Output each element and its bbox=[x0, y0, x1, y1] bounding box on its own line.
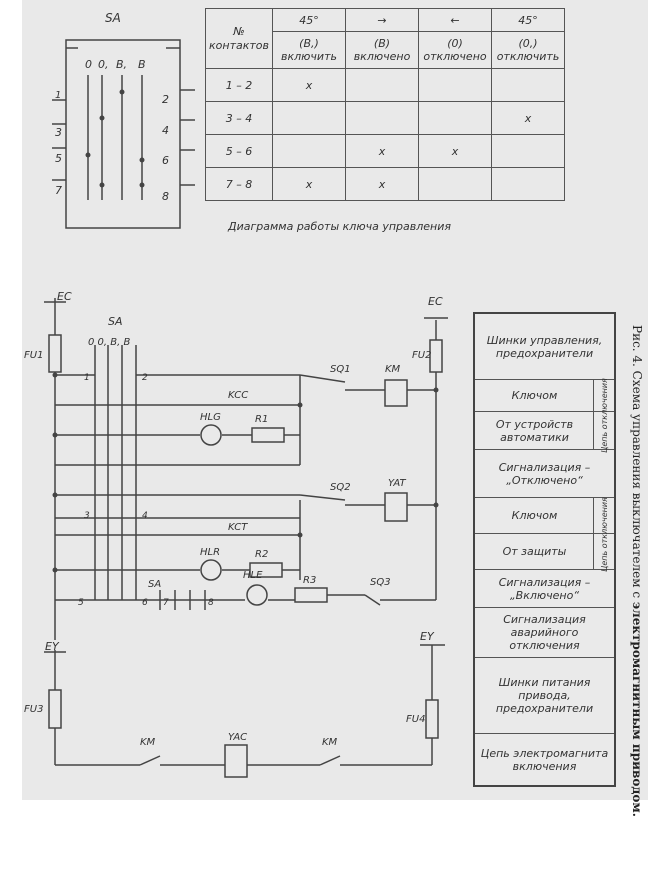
r3-resistor bbox=[295, 588, 327, 602]
sa-left-1: 1 bbox=[55, 90, 62, 101]
legend-side-label-2: Цепь отключения bbox=[593, 498, 614, 570]
sa-left-3: 3 bbox=[55, 126, 62, 139]
label-sq2: SQ2 bbox=[330, 482, 351, 493]
label-fu2: FU2 bbox=[412, 350, 432, 361]
legend-cell-signal-on: Сигнализация – „Включено“ bbox=[475, 570, 614, 608]
legend-cell-signal-off: Сигнализация – „Отключено“ bbox=[475, 450, 614, 498]
table-angle-2: → bbox=[346, 9, 419, 32]
label-sq1: SQ1 bbox=[330, 364, 351, 375]
legend-cell-drive-bus: Шинки питания привода, предохранители bbox=[475, 658, 614, 734]
label-ec-left: EC bbox=[57, 290, 72, 303]
sa-col-b: B bbox=[138, 58, 146, 71]
table-position-2: (B) включено bbox=[346, 32, 419, 69]
legend-cell-control-bus: Шинки управления, предохранители bbox=[475, 314, 614, 380]
fu4-fuse bbox=[426, 700, 438, 738]
label-km-left: KM bbox=[140, 737, 156, 748]
label-n4: 4 bbox=[142, 511, 148, 521]
table-position-1: (B,) включить bbox=[273, 32, 346, 69]
label-hle: HLE bbox=[243, 570, 263, 581]
sa-col-b1: B, bbox=[116, 58, 128, 71]
table-contacts: 3 – 4 bbox=[206, 102, 273, 135]
sa-left-7: 7 bbox=[55, 184, 62, 197]
yat-coil bbox=[385, 493, 407, 521]
r1-resistor bbox=[252, 428, 284, 442]
sa-right-8: 8 bbox=[162, 190, 169, 203]
label-sa-columns: 0 0, B, B bbox=[88, 337, 131, 348]
label-n2: 2 bbox=[142, 373, 148, 383]
label-ey-left: EY bbox=[45, 640, 59, 653]
label-n6: 6 bbox=[142, 598, 148, 608]
km-coil bbox=[385, 380, 407, 406]
fu2-fuse bbox=[430, 340, 442, 372]
sa-block-title: SA bbox=[105, 11, 121, 25]
label-n5: 5 bbox=[78, 598, 84, 608]
table-angle-4: 45° bbox=[492, 9, 565, 32]
label-n1: 1 bbox=[84, 373, 90, 383]
figure-caption: Рис. 4. Схема управления выключателем с электромагнитным приводом. bbox=[630, 325, 644, 817]
table-mark: x bbox=[273, 69, 346, 102]
table-contacts: 5 – 6 bbox=[206, 135, 273, 168]
table-position-3: (0) отключено bbox=[419, 32, 492, 69]
sa-left-5: 5 bbox=[55, 152, 62, 165]
fu1-fuse bbox=[49, 335, 61, 372]
legend-side-label-1: Цепь отключения bbox=[593, 380, 614, 450]
table-mark: x bbox=[273, 168, 346, 201]
legend-cell-key-on: Ключом bbox=[475, 498, 614, 534]
label-km-right: KM bbox=[322, 737, 338, 748]
label-ec-right: EC bbox=[428, 295, 443, 308]
table-angle-3: ← bbox=[419, 9, 492, 32]
table-mark: x bbox=[419, 135, 492, 168]
label-sq3: SQ3 bbox=[370, 577, 391, 588]
label-yac: YAC bbox=[228, 732, 248, 743]
table-contacts: 1 – 2 bbox=[206, 69, 273, 102]
label-kcc: KCC bbox=[228, 390, 249, 401]
label-km-coil: KM bbox=[385, 364, 401, 375]
fu3-fuse bbox=[49, 690, 61, 728]
label-hlg: HLG bbox=[200, 412, 221, 423]
table-row bbox=[206, 168, 565, 201]
legend-cell-automatics: От устройств автоматики bbox=[475, 412, 614, 450]
hle-lamp bbox=[247, 585, 267, 605]
table-mark: x bbox=[492, 102, 565, 135]
table-mark bbox=[492, 135, 565, 168]
label-n3: 3 bbox=[84, 511, 90, 521]
table-mark bbox=[492, 168, 565, 201]
table-mark bbox=[273, 102, 346, 135]
legend-cell-closing-circuit: Цепь электромагнита включения bbox=[480, 746, 609, 773]
label-hlr: HLR bbox=[200, 547, 221, 558]
label-fu3: FU3 bbox=[24, 704, 44, 715]
table-mark bbox=[492, 69, 565, 102]
table-angle-1: 45° bbox=[273, 9, 346, 32]
table-header-row bbox=[206, 9, 565, 32]
table-row bbox=[206, 69, 565, 102]
legend-cell-protection: От защиты bbox=[475, 534, 614, 570]
label-n7: 7 bbox=[163, 598, 169, 608]
table-contacts: 7 – 8 bbox=[206, 168, 273, 201]
table-mark: x bbox=[346, 135, 419, 168]
table-mark bbox=[419, 168, 492, 201]
sa-col-0: 0 bbox=[85, 58, 92, 71]
label-fu1: FU1 bbox=[24, 350, 44, 361]
label-n8: 8 bbox=[208, 598, 214, 608]
table-mark bbox=[346, 69, 419, 102]
label-sa: SA bbox=[108, 315, 123, 328]
legend-cell-key-off: Ключом bbox=[475, 380, 614, 412]
table-mark: x bbox=[346, 168, 419, 201]
table-mark bbox=[273, 135, 346, 168]
table-mark bbox=[419, 69, 492, 102]
label-r2: R2 bbox=[255, 549, 269, 560]
label-r3: R3 bbox=[303, 575, 317, 586]
label-sa-2: SA bbox=[148, 579, 162, 590]
table-corner: № контактов bbox=[206, 9, 273, 69]
hlr-lamp bbox=[201, 560, 221, 580]
table-position-4: (0,) отключить bbox=[492, 32, 565, 69]
label-fu4: FU4 bbox=[406, 714, 426, 725]
sa-col-01: 0, bbox=[98, 58, 109, 71]
label-kct: KCT bbox=[228, 522, 248, 533]
circuit-legend bbox=[473, 312, 616, 787]
sa-right-2: 2 bbox=[162, 93, 169, 106]
label-yat: YAT bbox=[388, 478, 406, 489]
key-operation-table bbox=[205, 8, 565, 201]
table-mark bbox=[346, 102, 419, 135]
sa-right-6: 6 bbox=[162, 154, 169, 167]
table-row bbox=[206, 135, 565, 168]
key-table-title: Диаграмма работы ключа управления bbox=[228, 220, 451, 233]
table-mark bbox=[419, 102, 492, 135]
sa-right-4: 4 bbox=[162, 124, 169, 137]
hlg-lamp bbox=[201, 425, 221, 445]
table-row bbox=[206, 102, 565, 135]
legend-cell-emergency: Сигнализация аварийного отключения bbox=[475, 608, 614, 658]
label-ey-right: EY bbox=[420, 630, 434, 643]
label-r1: R1 bbox=[255, 414, 269, 425]
yac-coil bbox=[225, 745, 247, 777]
